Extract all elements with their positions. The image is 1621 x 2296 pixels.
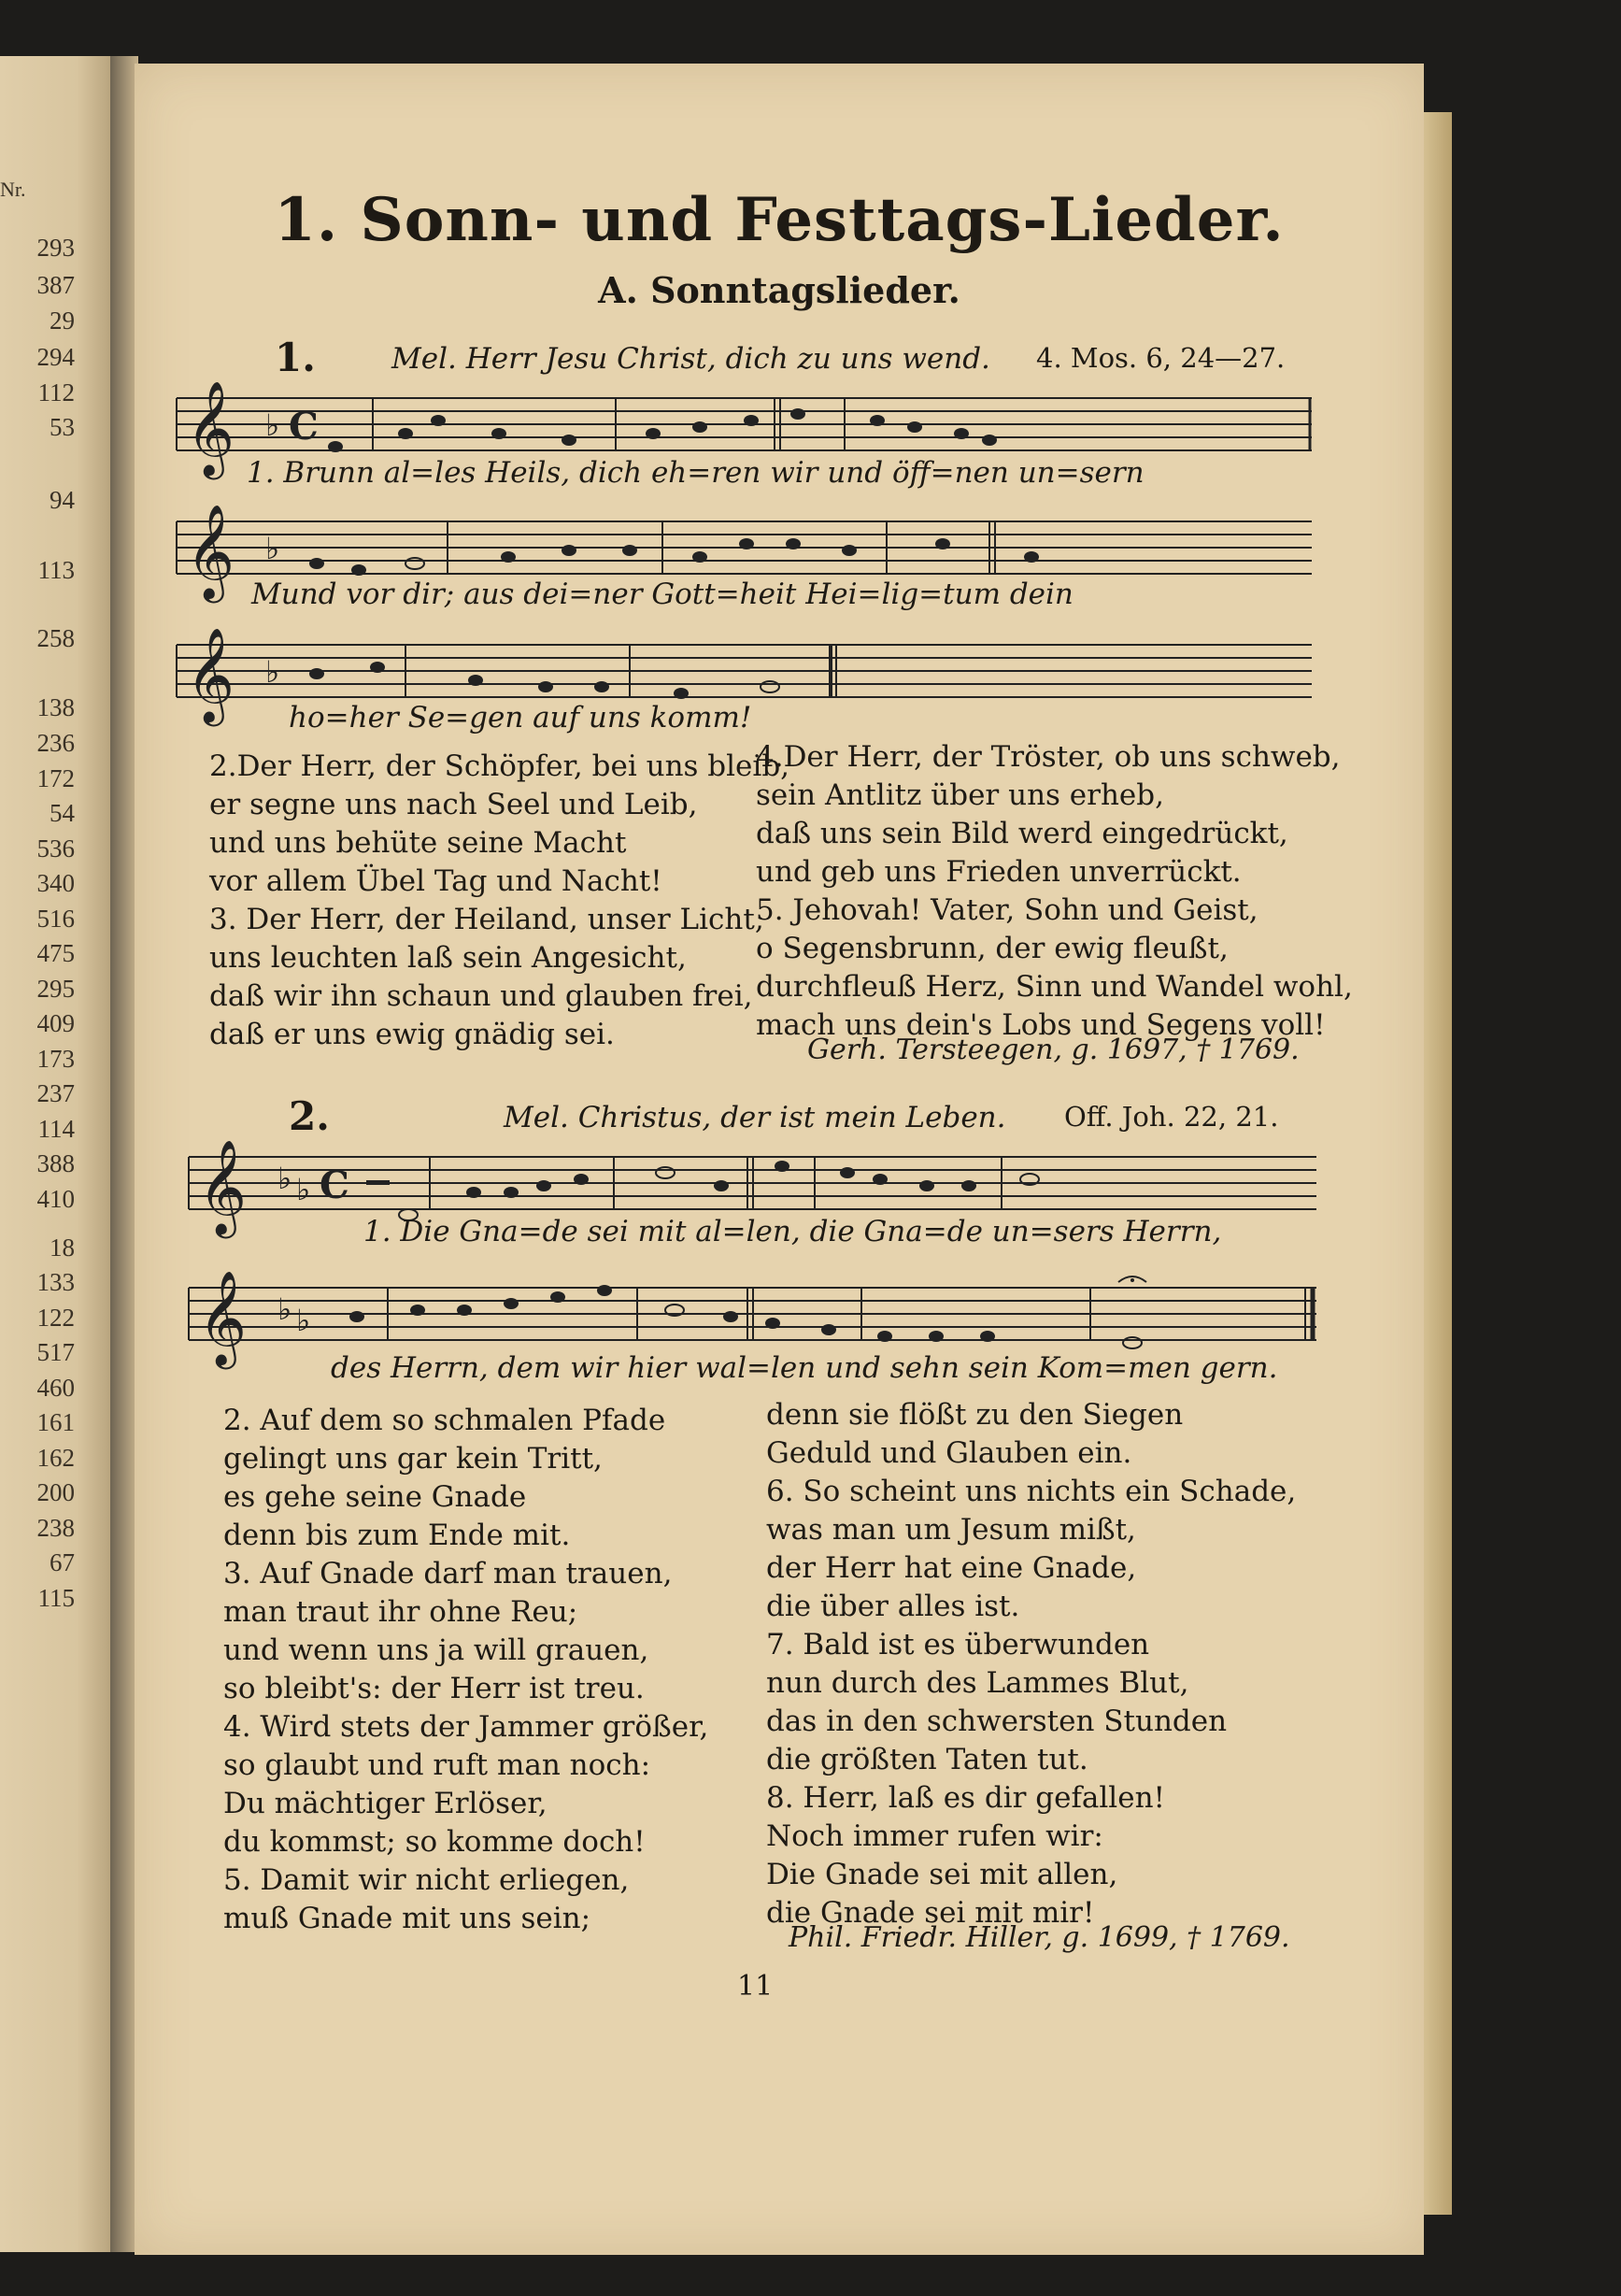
index-number: 460 — [36, 1374, 75, 1402]
svg-text:♭: ♭ — [277, 1291, 292, 1327]
index-number: 53 — [50, 413, 75, 441]
svg-text:𝄞: 𝄞 — [186, 503, 235, 599]
verse-line: die Gnade sei mit mir! — [766, 1896, 1095, 1930]
music-staff — [177, 626, 1312, 757]
index-number: 340 — [36, 869, 75, 897]
verses-right-column — [766, 1396, 1296, 1932]
index-number: 295 — [36, 975, 75, 1003]
section-title: 1. Sonn- und Festtags-Lieder. — [274, 185, 1285, 255]
index-number: 67 — [50, 1548, 75, 1576]
hymnal-page — [135, 64, 1424, 2255]
verse-line: 5. Jehovah! Vater, Sohn und Geist, — [756, 893, 1258, 927]
verse-line: das in den schwersten Stunden — [766, 1704, 1228, 1738]
svg-text:♭: ♭ — [296, 1303, 311, 1338]
svg-text:♭: ♭ — [277, 1161, 292, 1196]
index-number: 410 — [36, 1185, 75, 1213]
svg-text:♭: ♭ — [265, 407, 280, 443]
index-number: 237 — [36, 1079, 75, 1107]
verse-line: 2. Auf dem so schmalen Pfade — [223, 1404, 666, 1437]
svg-text:𝄞: 𝄞 — [198, 1269, 248, 1365]
index-number: 387 — [36, 271, 75, 299]
svg-text:C: C — [320, 1163, 349, 1207]
verse-line: die über alles ist. — [766, 1590, 1020, 1623]
verse-line: daß wir ihn schaun und glauben frei, — [209, 979, 753, 1013]
index-header: Nr. — [0, 178, 26, 201]
index-number: 236 — [36, 729, 75, 757]
verse-line: 6. So scheint uns nichts ein Schade, — [766, 1475, 1297, 1508]
verse-line: nun durch des Lammes Blut, — [766, 1666, 1189, 1700]
verse-line: du kommst; so komme doch! — [223, 1825, 646, 1859]
verse-line: und geb uns Frieden unverrückt. — [756, 855, 1242, 889]
lyric-line: Mund vor dir; aus dei=ner Gott=heit Hei=lig=tum dein — [251, 578, 1074, 611]
verse-line: es gehe seine Gnade — [223, 1480, 527, 1514]
subsection-title: A. Sonntagslieder. — [598, 269, 960, 311]
verse-line: man traut ihr ohne Reu; — [223, 1595, 578, 1629]
verses-right-column — [756, 738, 1353, 1045]
verse-line: 3. Der Herr, der Heiland, unser Licht, — [209, 903, 764, 936]
verses-left-column — [223, 1402, 708, 1938]
verse-line: er segne uns nach Seel und Leib, — [209, 788, 698, 821]
verse-line: 2.Der Herr, der Schöpfer, bei uns bleib, — [209, 749, 790, 783]
verse-line: und wenn uns ja will grauen, — [223, 1633, 649, 1667]
verse-line: daß er uns ewig gnädig sei. — [209, 1018, 615, 1051]
index-number: 409 — [36, 1009, 75, 1037]
lyric-line: ho=her Se=gen auf uns komm! — [289, 701, 752, 734]
svg-text:♭: ♭ — [265, 531, 280, 566]
verse-line: 7. Bald ist es überwunden — [766, 1628, 1150, 1661]
author-credit: Gerh. Tersteegen, g. 1697, † 1769. — [807, 1034, 1300, 1066]
index-number: 388 — [36, 1149, 75, 1177]
verse-line: 8. Herr, laß es dir gefallen! — [766, 1781, 1165, 1815]
lyric-line: 1. Brunn al=les Heils, dich eh=ren wir und öff=nen un=sern — [247, 456, 1145, 490]
melody-line: Mel. Christus, der ist mein Leben. — [504, 1101, 1006, 1134]
verse-line: 5. Damit wir nicht erliegen, — [223, 1863, 630, 1897]
author-credit: Phil. Friedr. Hiller, g. 1699, † 1769. — [789, 1921, 1290, 1954]
svg-text:♭: ♭ — [296, 1172, 311, 1207]
index-number: 517 — [36, 1338, 75, 1366]
index-number: 293 — [36, 234, 75, 262]
verse-line: Noch immer rufen wir: — [766, 1819, 1103, 1853]
index-number: 133 — [36, 1268, 75, 1296]
verse-line: 3. Auf Gnade darf man trauen, — [223, 1557, 673, 1590]
verse-line: 4. Wird stets der Jammer größer, — [223, 1710, 709, 1744]
verse-line: mach uns dein's Lobs und Segens voll! — [756, 1008, 1326, 1042]
index-number: 475 — [36, 939, 75, 967]
svg-text:𝄞: 𝄞 — [186, 379, 235, 476]
index-number: 112 — [37, 378, 75, 406]
verse-line: so glaubt und ruft man noch: — [223, 1748, 651, 1782]
verses-left-column — [209, 748, 789, 1054]
verse-line: so bleibt's: der Herr ist treu. — [223, 1672, 645, 1705]
verse-line: gelingt uns gar kein Tritt, — [223, 1442, 603, 1476]
page-edge — [1424, 112, 1452, 2215]
index-number: 516 — [36, 905, 75, 933]
hymn-number: 1. — [275, 335, 316, 380]
svg-text:𝄞: 𝄞 — [186, 626, 235, 722]
music-staff — [177, 379, 1312, 510]
verse-line: Du mächtiger Erlöser, — [223, 1787, 547, 1820]
index-number: 161 — [36, 1408, 75, 1436]
verse-line: o Segensbrunn, der ewig fleußt, — [756, 932, 1229, 965]
verse-line: Die Gnade sei mit allen, — [766, 1858, 1118, 1891]
index-number: 138 — [36, 693, 75, 721]
svg-text:♭: ♭ — [265, 654, 280, 690]
index-number: 54 — [50, 799, 75, 827]
index-number: 536 — [36, 834, 75, 863]
melody-line: Mel. Herr Jesu Christ, dich zu uns wend. — [391, 342, 990, 376]
scripture-reference: 4. Mos. 6, 24—27. — [1036, 342, 1286, 374]
verse-line: 4.Der Herr, der Tröster, ob uns schweb, — [756, 740, 1341, 774]
verse-line: muß Gnade mit uns sein; — [223, 1902, 591, 1935]
verse-line: was man um Jesum mißt, — [766, 1513, 1136, 1547]
verse-line: denn bis zum Ende mit. — [223, 1519, 571, 1552]
index-number: 238 — [36, 1514, 75, 1542]
verse-line: vor allem Übel Tag und Nacht! — [209, 864, 662, 898]
verse-line: durchfleuß Herz, Sinn und Wandel wohl, — [756, 970, 1353, 1004]
lyric-line: 1. Die Gna=de sei mit al=len, die Gna=de un=sers Herrn, — [363, 1215, 1222, 1248]
lyric-line: des Herrn, dem wir hier wal=len und sehn sein Kom=men gern. — [331, 1351, 1278, 1385]
verse-line: die größten Taten tut. — [766, 1743, 1088, 1776]
svg-text:C: C — [289, 405, 319, 449]
music-staff — [189, 1138, 1316, 1269]
index-number: 115 — [37, 1584, 75, 1612]
verse-line: Geduld und Glauben ein. — [766, 1436, 1132, 1470]
index-number: 258 — [36, 624, 75, 652]
index-number: 29 — [50, 307, 75, 335]
page-number: 11 — [737, 1970, 774, 2003]
scripture-reference: Off. Joh. 22, 21. — [1064, 1101, 1279, 1133]
hymn-number: 2. — [289, 1093, 330, 1139]
music-staff — [177, 503, 1312, 634]
index-number: 294 — [36, 343, 75, 371]
index-number: 113 — [37, 556, 75, 584]
verse-line: daß uns sein Bild werd eingedrückt, — [756, 817, 1288, 850]
index-number: 114 — [37, 1115, 75, 1143]
verse-line: uns leuchten laß sein Angesicht, — [209, 941, 687, 975]
index-number: 162 — [36, 1444, 75, 1472]
index-number: 173 — [36, 1045, 75, 1073]
index-number: 94 — [50, 486, 75, 514]
verse-line: der Herr hat eine Gnade, — [766, 1551, 1137, 1585]
verse-line: sein Antlitz über uns erheb, — [756, 778, 1164, 812]
verse-line: und uns behüte seine Macht — [209, 826, 627, 860]
svg-text:𝄞: 𝄞 — [198, 1138, 248, 1234]
index-number: 122 — [36, 1304, 75, 1332]
index-number: 200 — [36, 1478, 75, 1506]
index-number: 18 — [50, 1234, 75, 1262]
verse-line: denn sie flößt zu den Siegen — [766, 1398, 1184, 1432]
index-number: 172 — [36, 764, 75, 792]
